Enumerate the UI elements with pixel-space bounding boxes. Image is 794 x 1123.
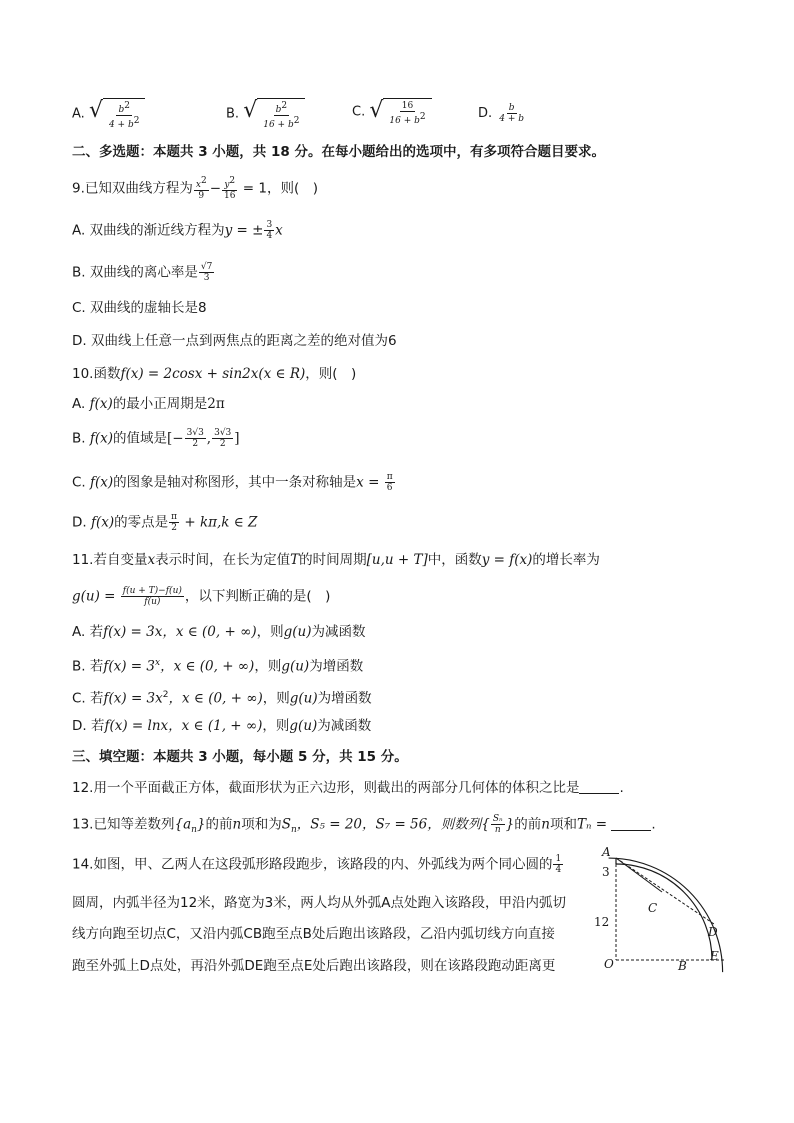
q12-stem: 12.用一个平面截正方体，截面形状为正六边形，则截出的两部分几何体的体积之比是 . [72, 780, 624, 796]
q9-option-d[interactable]: D. 双曲线上任意一点到两焦点的距离之差的绝对值为6 [72, 333, 397, 349]
option-label: C. [352, 104, 366, 120]
q11-option-c[interactable]: C. 若$f(x) = 3x^2$，x ∈ (0, + ∞)，则g(u)为增函数 [72, 690, 372, 707]
q10-stem: 10.函数f(x) = 2cosx + sin2x(x ∈ R)，则( ) [72, 366, 357, 382]
q14-line2: 圆周，内弧半径为12米，路宽为3米，两人均从外弧A点处跑入该路段，甲沿内弧切 [72, 895, 567, 911]
q11-option-a[interactable]: A. 若f(x) = 3x，x ∈ (0, + ∞)，则g(u)为减函数 [72, 624, 366, 640]
q10-option-b[interactable]: B. f(x)的值域是[− $\frac{3√3}{2}$ , $\frac{3√3}{2}$ ] [72, 428, 240, 449]
option-label: B. [226, 106, 240, 122]
tangent-line-dashed [616, 858, 714, 924]
outer-arc [609, 858, 723, 972]
option-label: A. [72, 106, 85, 122]
tangent-line-ac [616, 858, 662, 892]
q9-stem: 9.已知双曲线方程为 $\frac{x^2}{9}$ − $\frac{y^2}{16}$ = 1，则( ) [72, 176, 318, 201]
q10-option-c[interactable]: C. f(x)的图象是轴对称图形，其中一条对称轴是x = $\frac{\pi}{6}$ [72, 472, 393, 493]
track-diagram-figure [588, 842, 728, 982]
fraction: $\frac{b}{4 + b}$ [499, 103, 525, 124]
q14-line4: 跑至外弧上D点处，再沿外弧DE跑至点E处后跑出该路段，则在该路段跑动距离更 [72, 958, 556, 974]
label-d: D [708, 925, 718, 939]
q13-stem: 13.已知等差数列$\{a_n\}$的前n项和为$S_n$，S₅ = 20，S₇ = 56，则数列{ $\frac{\text{Sₙ}}{n}$ }的前n项和Tₙ = . [72, 814, 656, 836]
option-label: D. [478, 106, 493, 121]
q8-option-b[interactable] [226, 98, 305, 130]
inner-arc [616, 864, 712, 960]
q9-option-b[interactable]: B. 双曲线的离心率是 $\frac{√7}{3}$ [72, 262, 213, 283]
q14-line1: 14.如图，甲、乙两人在这段弧形路段跑步，该路段的内、外弧线为两个同心圆的 $\frac{1}{4}$ [72, 854, 562, 875]
q11-option-d[interactable]: D. 若f(x) = lnx，x ∈ (1, + ∞)，则g(u)为减函数 [72, 718, 372, 734]
q11-stem-line1: 11.若自变量x表示时间，在长为定值T的时间周期[u,u + T]中，函数y = f(x)的增长率为 [72, 552, 600, 568]
q8-option-d[interactable] [478, 103, 527, 124]
q11-option-b[interactable]: B. 若$f(x) = 3^x$，x ∈ (0, + ∞)，则g(u)为增函数 [72, 658, 364, 675]
q11-stem-line2: g(u) = $\frac{f(u + T)-f(u)}{f(u)}$ ，以下判断正确的是( ) [72, 586, 331, 607]
label-12: 12 [594, 915, 610, 929]
q8-option-a[interactable] [72, 98, 145, 130]
label-e: E [710, 949, 719, 963]
label-o: O [604, 957, 614, 971]
sqrt-expression: √ $\frac{16}{16 + b^2}$ [369, 98, 431, 126]
answer-blank[interactable] [611, 830, 651, 831]
label-a: A [602, 845, 611, 859]
q10-option-a[interactable]: A. f(x)的最小正周期是2π [72, 396, 225, 412]
q8-option-c[interactable] [352, 98, 432, 126]
q9-option-a[interactable]: A. 双曲线的渐近线方程为y = ± $\frac{3}{4}$ x [72, 220, 283, 241]
answer-blank[interactable] [579, 793, 619, 794]
label-3: 3 [602, 865, 610, 879]
label-c: C [648, 901, 658, 915]
q14-line3: 线方向跑至切点C，又沿内弧CB跑至点B处后跑出该路段，乙沿内弧切线方向直接 [72, 926, 555, 942]
section-3-heading: 三、填空题：本题共 3 小题，每小题 5 分，共 15 分。 [72, 749, 408, 765]
sqrt-expression: √ $\frac{b^2}{4 + b^2}$ [89, 98, 146, 130]
section-2-heading: 二、多选题：本题共 3 小题，共 18 分。在每小题给出的选项中，有多项符合题目要求。 [72, 144, 605, 160]
q9-option-c[interactable]: C. 双曲线的虚轴长是8 [72, 300, 207, 316]
label-b: B [678, 959, 687, 973]
sqrt-expression: √ $\frac{b^2}{16 + b^2}$ [243, 98, 305, 130]
q10-option-d[interactable]: D. f(x)的零点是 $\frac{\pi}{2}$ + kπ,k ∈ Z [72, 512, 258, 533]
